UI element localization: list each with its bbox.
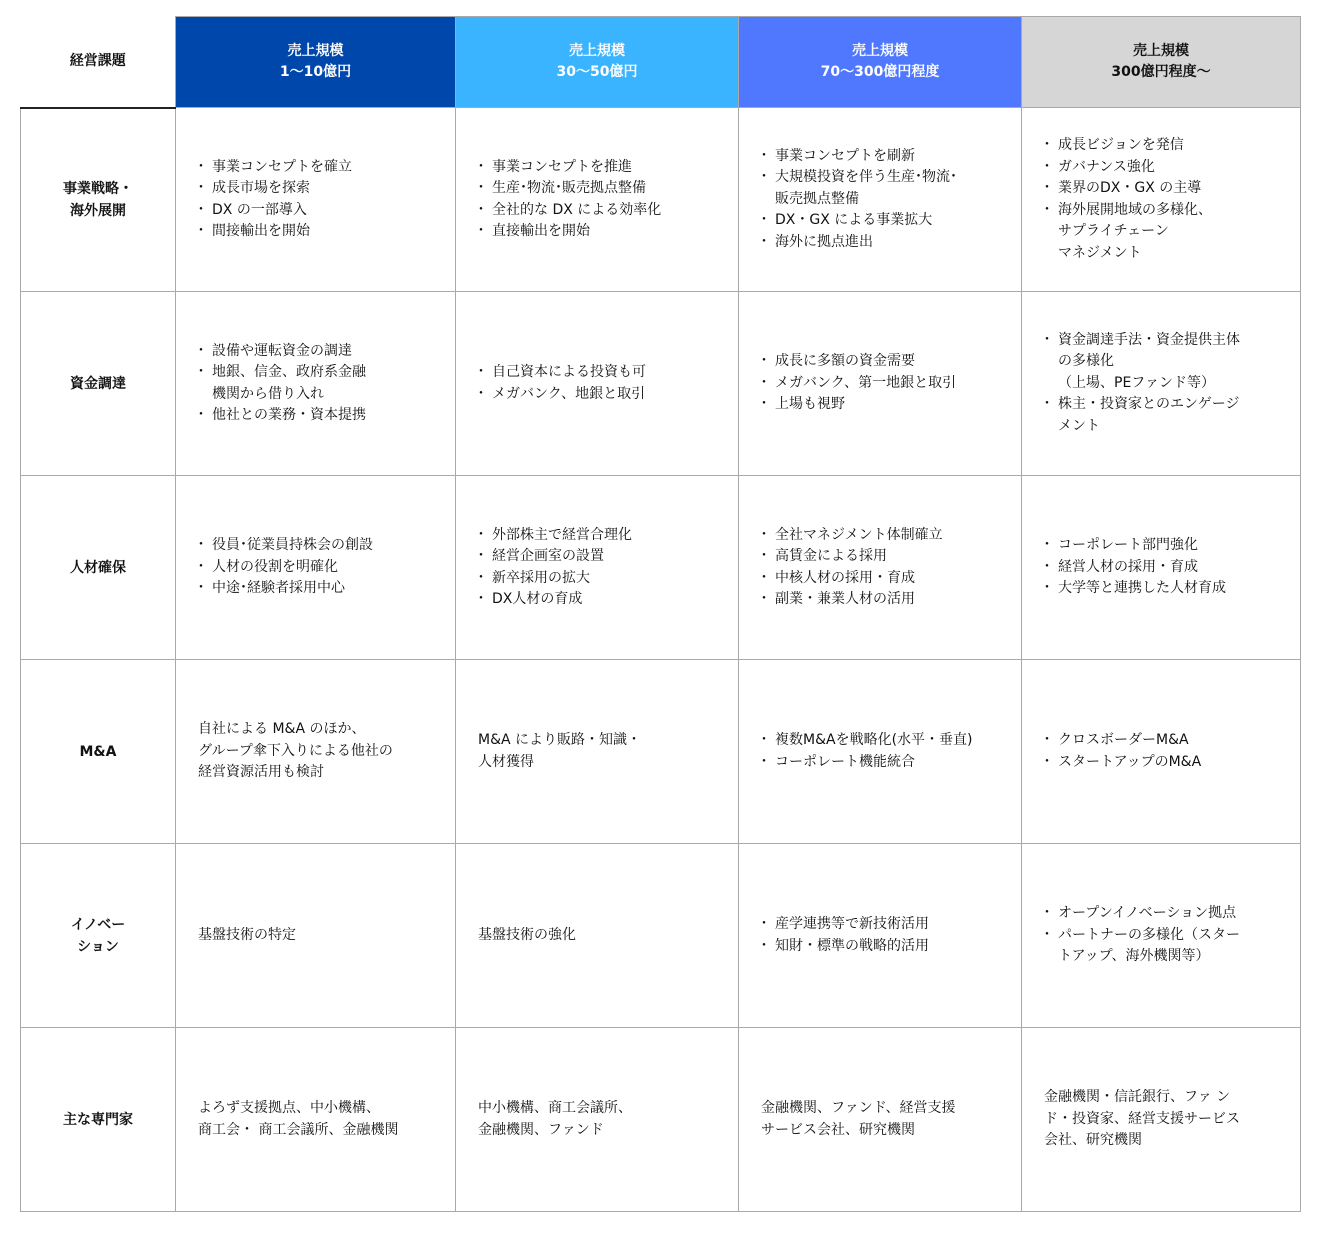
table-cell [739,476,1022,660]
table-cell [176,844,456,1028]
list-item: ・ 経営人材の採用・育成 [1044,557,1290,579]
bullet-list [761,914,1011,957]
cell-content [1022,330,1300,438]
corner-header [21,17,176,108]
table-cell [739,292,1022,476]
cell-content [176,341,455,427]
list-item: ・ 成長ビジョンを発信 [1044,135,1290,157]
cell-content [456,362,738,405]
list-item: ・ 外部株主で経営合理化 [478,525,728,547]
table-cell [1022,108,1301,292]
table-row-business-strategy [21,108,1301,292]
list-item: ・ 他社との業務・資本提携 [198,405,445,427]
list-item: ・ 全社的な DX による効率化 [478,200,728,222]
bullet-list [1044,330,1290,438]
bullet-list [761,351,1011,416]
list-item: ・ 新卒採用の拡大 [478,568,728,590]
row-header: 人材確保 [21,476,176,660]
bullet-list [1044,903,1290,968]
cell-content [176,157,455,243]
list-item: ・ 成長に多額の資金需要 [761,351,1011,373]
list-item: ・ DX人材の育成 [478,589,728,611]
bullet-list [1044,135,1290,264]
list-item: ・ 地銀、信金、政府系金融 機関から借り入れ [198,362,445,405]
cell-content [456,525,738,611]
management-issues-table [20,16,1301,1212]
list-item: ・ 事業コンセプトを推進 [478,157,728,179]
list-item: ・ 事業コンセプトを確立 [198,157,445,179]
bullet-list [478,157,728,243]
table-row-m-and-a [21,660,1301,844]
table-cell [1022,476,1301,660]
cell-text: 自社による M&A のほか、 グループ傘下入りによる他社の 経営資源活用も検討 [198,721,393,781]
row-header: 主な専門家 [21,1028,176,1212]
cell-content [456,730,738,773]
table-row-experts [21,1028,1301,1212]
table-cell [456,476,739,660]
table-cell [739,660,1022,844]
table-cell [456,292,739,476]
cell-content [1022,903,1300,968]
list-item: ・ クロスボーダーM&A [1044,730,1290,752]
list-item: ・ 人材の役割を明確化 [198,557,445,579]
list-item: ・ 大規模投資を伴う生産･物流･ 販売拠点整備 [761,167,1011,210]
list-item: ・ パートナーの多様化（スター トアップ、海外機関等） [1044,925,1290,968]
cell-text: 基盤技術の特定 [198,926,296,943]
table-cell [176,108,456,292]
table-cell [456,108,739,292]
list-item: ・ 高賃金による採用 [761,546,1011,568]
bullet-list [478,362,728,405]
cell-text: M&A により販路・知識・ 人材獲得 [478,732,642,770]
cell-content [1022,730,1300,773]
cell-text: 金融機関、ファンド、経営支援 サービス会社、研究機関 [761,1100,956,1138]
bullet-list [198,341,445,427]
table-cell [1022,1028,1301,1212]
cell-content [456,925,738,947]
list-item: ・ 中途･経験者採用中心 [198,578,445,600]
list-item: ・ メガバンク、地銀と取引 [478,384,728,406]
table-cell [176,660,456,844]
cell-content [456,157,738,243]
cell-content [1022,535,1300,600]
table-cell [176,1028,456,1212]
corner-label: 経営課題 [69,53,126,69]
table-cell [1022,660,1301,844]
list-item: ・ 産学連携等で新技術活用 [761,914,1011,936]
list-item: ・ 上場も視野 [761,394,1011,416]
list-item: ・ ガバナンス強化 [1044,157,1290,179]
cell-content [739,1098,1021,1141]
column-header-sales-70-300 [739,17,1022,108]
table-cell [739,1028,1022,1212]
list-item: ・ 海外に拠点進出 [761,232,1011,254]
cell-text: 金融機関・信託銀行、ファ ン ド・投資家、経営支援サービス 会社、研究機関 [1044,1089,1240,1149]
table-cell [176,476,456,660]
list-item: ・ 株主・投資家とのエンゲージ メント [1044,394,1290,437]
cell-content [176,925,455,947]
list-item: ・ 全社マネジメント体制確立 [761,525,1011,547]
list-item: ・ オープンイノベーション拠点 [1044,903,1290,925]
cell-content [739,525,1021,611]
bullet-list [761,146,1011,254]
list-item: ・ コーポレート部門強化 [1044,535,1290,557]
column-header-label: 売上規模 1〜10億円 [279,43,352,80]
column-header-label: 売上規模 30〜50億円 [556,43,638,80]
cell-content [176,1098,455,1141]
bullet-list [761,730,1011,773]
cell-content [739,730,1021,773]
column-header-sales-30-50 [456,17,739,108]
bullet-list [761,525,1011,611]
list-item: ・ 複数M&Aを戦略化(水平・垂直) [761,730,1011,752]
list-item: ・ 業界のDX・GX の主導 [1044,178,1290,200]
list-item: ・ DX・GX による事業拡大 [761,210,1011,232]
bullet-list [198,157,445,243]
column-header-sales-300-plus [1022,17,1301,108]
row-header: 事業戦略・ 海外展開 [21,108,176,292]
table-cell [176,292,456,476]
table-cell [1022,292,1301,476]
bullet-list [1044,730,1290,773]
table-cell [739,108,1022,292]
list-item: ・ 間接輸出を開始 [198,221,445,243]
table-cell [456,844,739,1028]
column-header-label: 売上規模 70〜300億円程度 [820,43,940,80]
column-header-label: 売上規模 300億円程度〜 [1111,43,1211,80]
table-cell [456,1028,739,1212]
cell-content [456,1098,738,1141]
table-row-fund-raising [21,292,1301,476]
cell-text: 中小機構、商工会議所、 金融機関、ファンド [478,1100,632,1138]
cell-content [739,351,1021,416]
list-item: ・ メガバンク、第一地銀と取引 [761,373,1011,395]
table-cell [1022,844,1301,1028]
list-item: ・ 自己資本による投資も可 [478,362,728,384]
row-header: イノベー ション [21,844,176,1028]
list-item: ・ 中核人材の採用・育成 [761,568,1011,590]
table-container [20,16,1301,1212]
list-item: ・ スタートアップのM&A [1044,752,1290,774]
cell-content [176,719,455,784]
table-body [21,108,1301,1212]
list-item: ・ 海外展開地域の多様化、 サプライチェーン マネジメント [1044,200,1290,265]
cell-content [176,535,455,600]
cell-text: よろず支援拠点、中小機構、 商工会・ 商工会議所、金融機関 [198,1100,399,1138]
column-header-sales-1-10 [176,17,456,108]
list-item: ・ 直接輸出を開始 [478,221,728,243]
list-item: ・ DX の一部導入 [198,200,445,222]
list-item: ・ 大学等と連携した人材育成 [1044,578,1290,600]
bullet-list [478,525,728,611]
cell-text: 基盤技術の強化 [478,926,576,943]
list-item: ・ 副業・兼業人材の活用 [761,589,1011,611]
row-header: 資金調達 [21,292,176,476]
header-row [21,17,1301,108]
table-row-innovation [21,844,1301,1028]
list-item: ・ 役員･従業員持株会の創設 [198,535,445,557]
list-item: ・ 資金調達手法・資金提供主体 の多様化 （上場、PEファンド等） [1044,330,1290,395]
list-item: ・ 知財・標準の戦略的活用 [761,936,1011,958]
list-item: ・ 設備や運転資金の調達 [198,341,445,363]
cell-content [739,914,1021,957]
cell-content [1022,135,1300,264]
list-item: ・ 生産･物流･販売拠点整備 [478,178,728,200]
cell-content [1022,1087,1300,1152]
table-cell [456,660,739,844]
table-row-talent [21,476,1301,660]
row-header: M&A [21,660,176,844]
list-item: ・ 経営企画室の設置 [478,546,728,568]
list-item: ・ 事業コンセプトを刷新 [761,146,1011,168]
bullet-list [198,535,445,600]
bullet-list [1044,535,1290,600]
list-item: ・ 成長市場を探索 [198,178,445,200]
list-item: ・ コーポレート機能統合 [761,752,1011,774]
table-cell [739,844,1022,1028]
cell-content [739,146,1021,254]
